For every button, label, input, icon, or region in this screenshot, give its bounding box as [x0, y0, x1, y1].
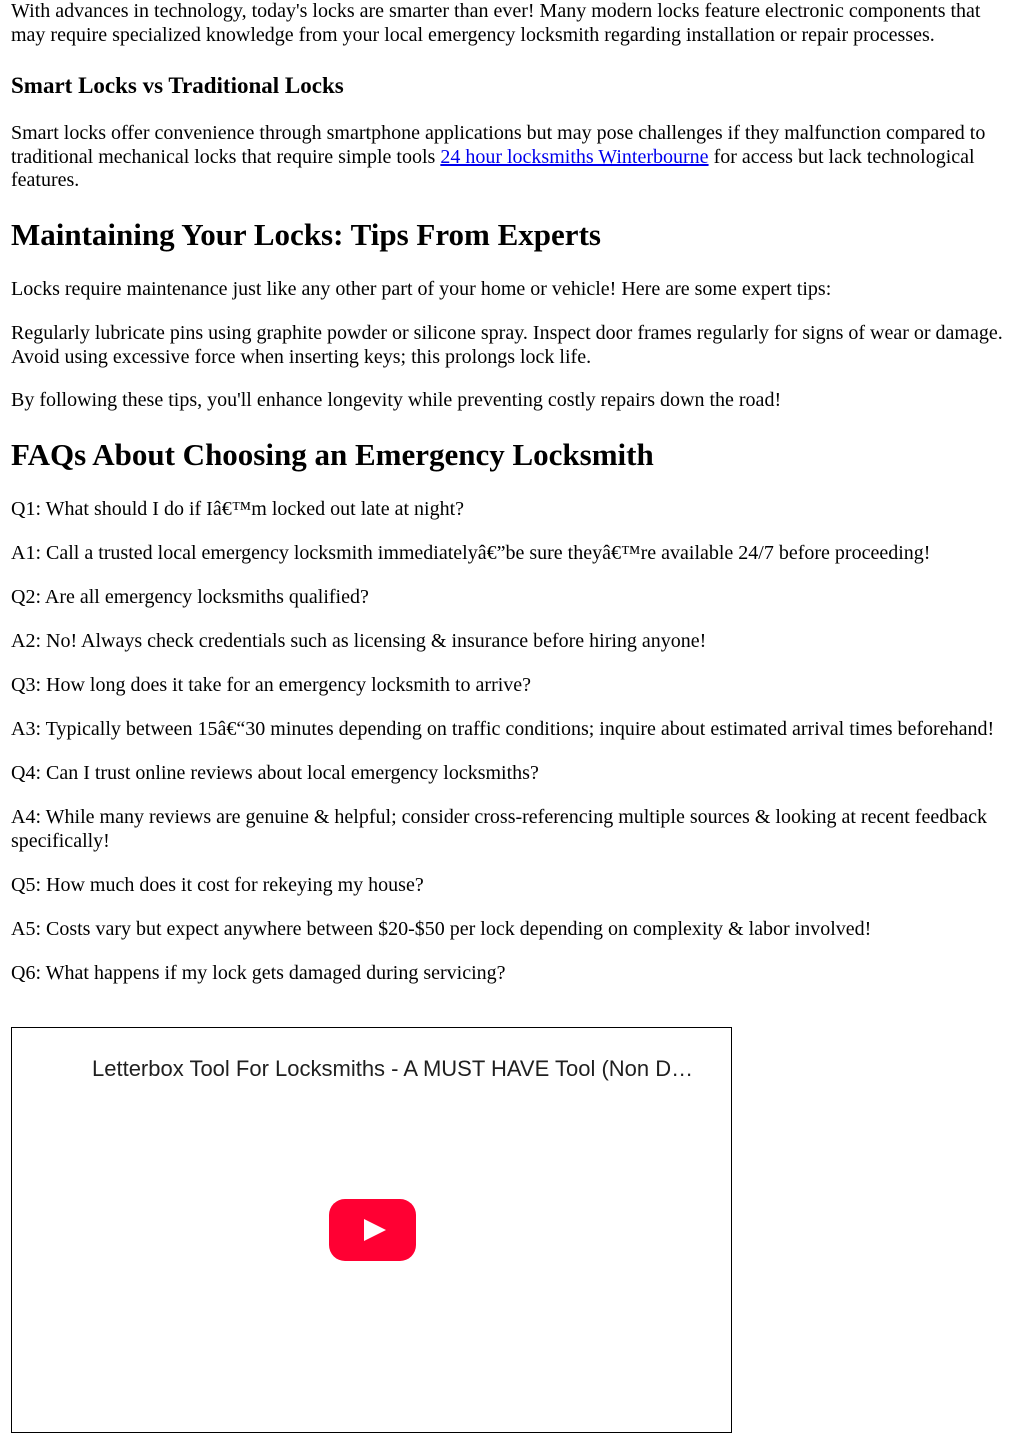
embedded-video-player[interactable] [11, 1027, 732, 1433]
faq-answer: A3: Typically between 15â€“30 minutes depending on traffic conditions; inquire about estimated arrival times beforehand! [11, 718, 995, 740]
faq-answer: A2: No! Always check credentials such as licensing & insurance before hiring anyone! [11, 630, 707, 652]
play-triangle-icon [364, 1219, 386, 1241]
smart-locks-heading: Smart Locks vs Traditional Locks [11, 73, 344, 98]
faq-answer: A4: While many reviews are genuine & helpful; consider cross-referencing multiple sources & looking at recent feedback specifically! [11, 806, 987, 852]
faq-heading: FAQs About Choosing an Emergency Locksmith [11, 437, 654, 472]
faq-question: Q6: What happens if my lock gets damaged during servicing? [11, 961, 506, 984]
locksmiths-winterbourne-link[interactable]: 24 hour locksmiths Winterbourne [440, 145, 709, 168]
faq-question: Q2: Are all emergency locksmiths qualified? [11, 586, 369, 608]
faq-list [11, 498, 1014, 1006]
maintaining-outro-paragraph: By following these tips, you'll enhance longevity while preventing costly repairs down the road! [11, 389, 782, 411]
smart-locks-text-before-link: Smart locks offer convenience through smartphone applications but may pose challenges if they malfunction compared to traditional mechanical locks that require simple tools [11, 122, 986, 168]
smart-locks-text-after-link: for access but lack technological features. [11, 145, 975, 191]
smart-locks-paragraph [11, 122, 1014, 193]
youtube-play-icon[interactable] [329, 1199, 416, 1261]
faq-question: Q4: Can I trust online reviews about local emergency locksmiths? [11, 762, 539, 784]
video-title[interactable]: Letterbox Tool For Locksmiths - A MUST HAVE Tool (Non D… [92, 1056, 694, 1081]
faq-question: Q1: What should I do if Iâ€™m locked out late at night? [11, 498, 465, 520]
faq-question: Q5: How much does it cost for rekeying my house? [11, 873, 424, 896]
maintaining-intro-paragraph: Locks require maintenance just like any other part of your home or vehicle! Here are some expert tips: [11, 278, 832, 300]
faq-question: Q3: How long does it take for an emergency locksmith to arrive? [11, 674, 532, 696]
maintaining-tips-paragraph: Regularly lubricate pins using graphite powder or silicone spray. Inspect door frames regularly for signs of wear or damage. Avoid using excessive force when inserting keys; this prolongs lock life. [11, 322, 1003, 368]
faq-answer: A1: Call a trusted local emergency locksmith immediatelyâ€”be sure theyâ€™re available 24/7 before proceeding! [11, 542, 931, 564]
intro-paragraph: With advances in technology, today's locks are smarter than ever! Many modern locks feature electronic components that may require specialized knowledge from your local emergency locksmith regarding installation or repair processes. [11, 0, 981, 46]
maintaining-locks-heading: Maintaining Your Locks: Tips From Experts [11, 217, 601, 252]
faq-answer: A5: Costs vary but expect anywhere between $20-$50 per lock depending on complexity & labor involved! [11, 917, 872, 940]
